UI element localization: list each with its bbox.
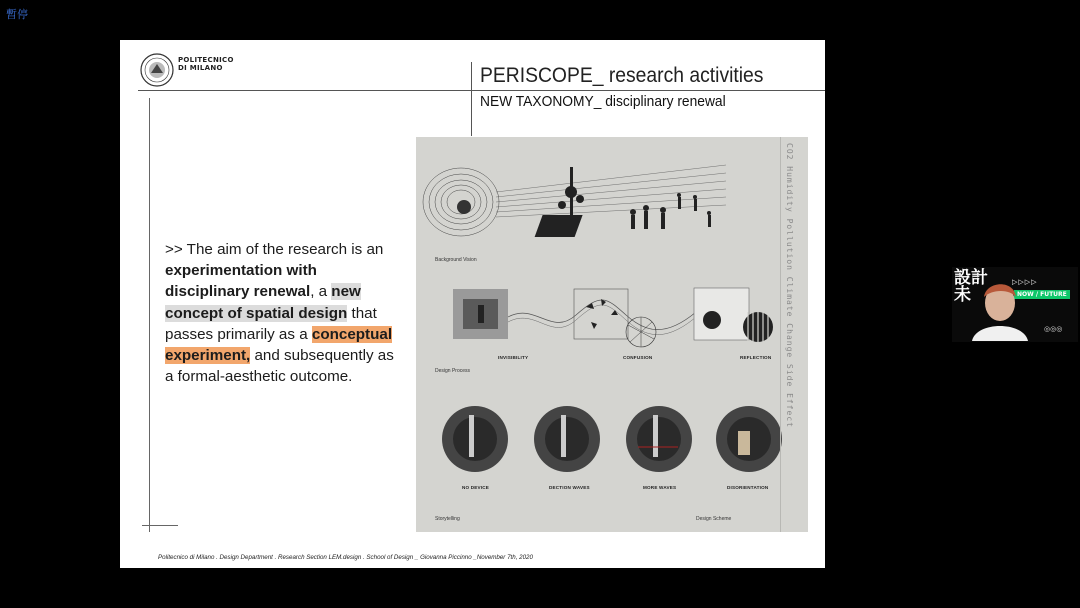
pause-label[interactable]: 暫停 — [6, 8, 28, 21]
caption-disorientation: DISORIENTATION — [727, 485, 769, 490]
presentation-slide — [120, 40, 825, 568]
background-vision-art — [423, 165, 726, 237]
design-process-art — [453, 288, 773, 347]
webcam-banner: NOW / FUTURE — [1014, 290, 1070, 299]
caption-confusion: CONFUSION — [623, 355, 653, 360]
webcam-feed[interactable] — [952, 267, 1078, 342]
label-design-scheme: Design Scheme — [696, 516, 732, 522]
caption-no-device: NO DEVICE — [462, 485, 490, 490]
panel-side-text: CO2 Humidity Pollution Climate Change Side Effect — [785, 143, 794, 429]
left-rule-tick — [142, 525, 178, 526]
webcam-arrows: ▷▷▷▷ — [1012, 278, 1038, 286]
slide-title: PERISCOPE_ research activities — [480, 64, 764, 87]
panel-side-divider — [780, 137, 781, 532]
presenter-avatar — [960, 275, 1032, 341]
slide-subtitle: NEW TAXONOMY_ disciplinary renewal — [480, 93, 726, 110]
webcam-controls[interactable]: ◎◎◎ — [1044, 325, 1063, 333]
panel-artwork — [416, 137, 808, 532]
research-visual-panel — [416, 137, 808, 532]
caption-more-waves: MORE WAVES — [643, 485, 677, 490]
label-storytelling: Storytelling — [435, 516, 460, 522]
left-vertical-rule — [149, 98, 150, 532]
logo-text: POLITECNICO DI MILANO — [178, 56, 234, 72]
caption-reflection: REFLECTION — [740, 355, 772, 360]
label-background-vision: Background Vision — [435, 257, 477, 263]
body-paragraph: >> The aim of the research is an experimentation with disciplinary renewal, a new concept of spatial design that passes primarily as a conceptual experiment, and subsequently as a formal-aesthetic outcome. — [165, 241, 394, 386]
slide-footer: Politecnico di Milano . Design Department . Research Section LEM.design . School of Design _ Giovanna Piccinno _November 7th, 2020 — [158, 554, 533, 561]
header-divider — [138, 90, 825, 91]
caption-dection-waves: DECTION WAVES — [549, 485, 590, 490]
politecnico-seal-icon — [140, 53, 174, 87]
storytelling-art — [442, 406, 782, 472]
caption-invisibility: INVISIBILITY — [498, 355, 529, 360]
webcam-overlay-chars: 設計 未 — [954, 268, 988, 305]
label-design-process: Design Process — [435, 368, 471, 374]
title-vertical-rule — [471, 62, 472, 136]
